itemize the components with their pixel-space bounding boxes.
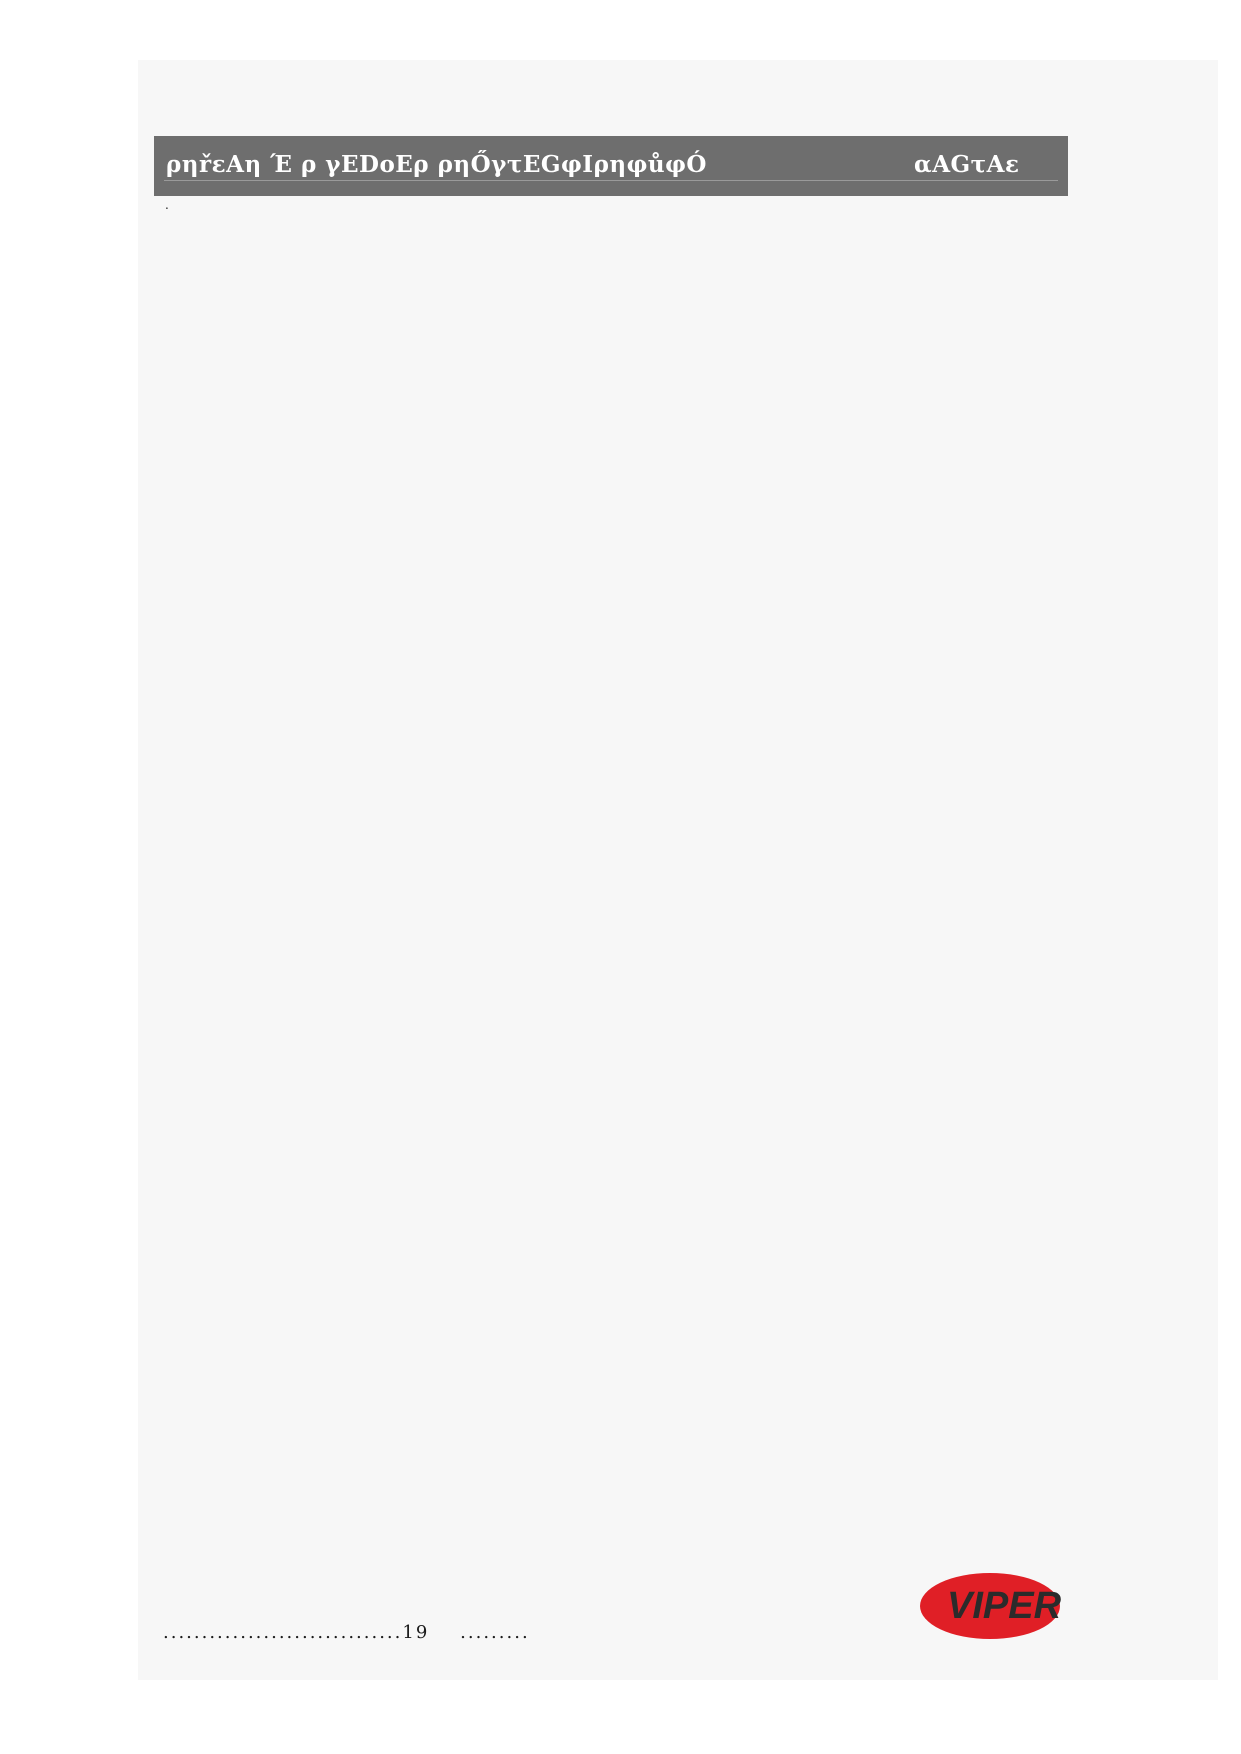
footer-dots-right: ......... <box>460 1622 530 1643</box>
logo-text: VIPER <box>946 1585 1062 1627</box>
header-title: ρηřεΑη Έ ρ γΕDoΕρ ρηŐγτΕGφΙρηφůφÓ <box>166 151 707 178</box>
footer <box>163 1622 530 1643</box>
viper-logo <box>912 1570 1102 1640</box>
header-code: αΑGτΑε <box>914 151 1020 178</box>
page-number: 19 <box>402 1622 430 1643</box>
footer-dots-left: ............................... <box>163 1622 403 1643</box>
page-background <box>138 60 1218 1680</box>
header-bar <box>154 136 1068 196</box>
dot-mark: . <box>165 198 169 212</box>
viper-logo-icon <box>912 1570 1102 1640</box>
header-underline <box>164 180 1058 181</box>
